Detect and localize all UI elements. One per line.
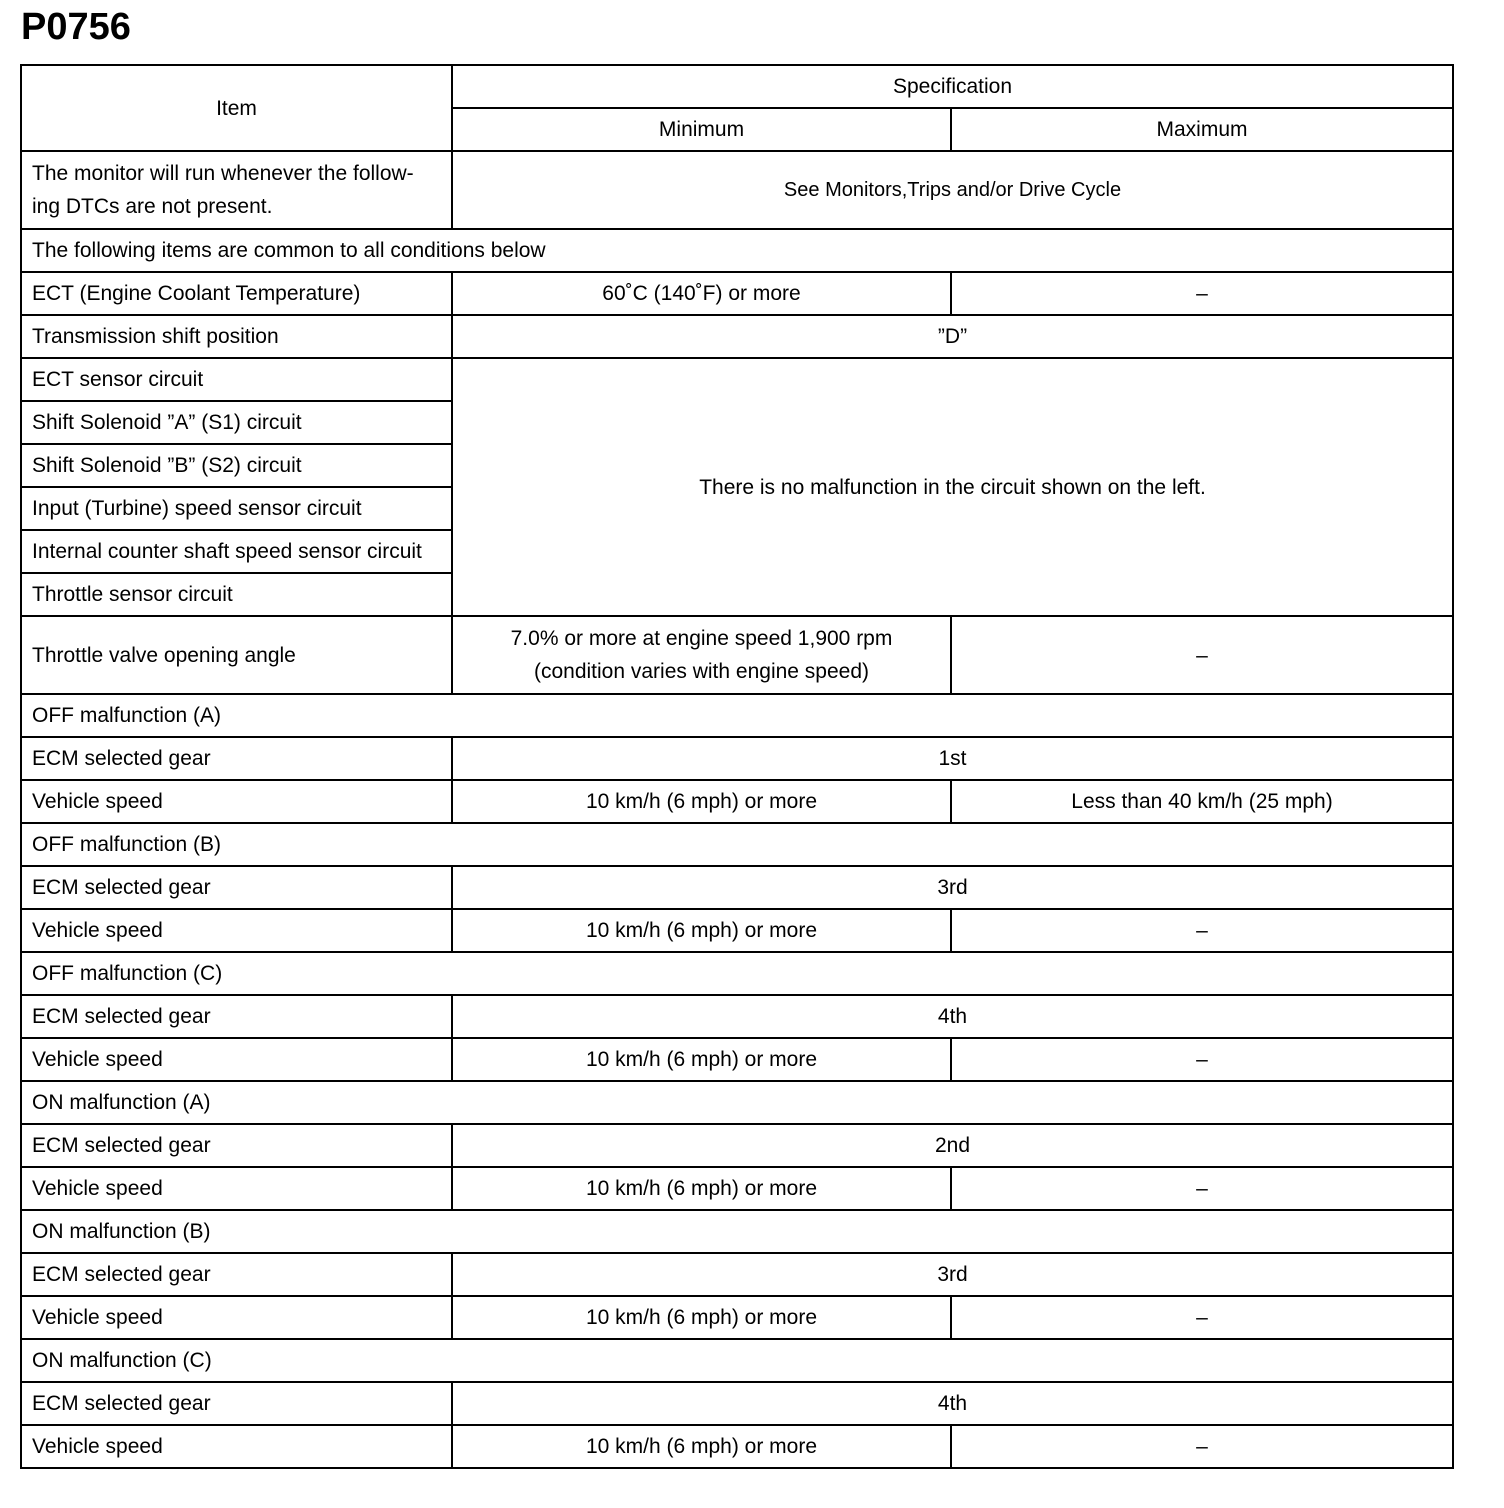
- gear-value: 3rd: [452, 1253, 1453, 1296]
- speed-min: 10 km/h (6 mph) or more: [452, 780, 951, 823]
- common-heading: The following items are common to all conditions below: [21, 229, 1453, 272]
- gear-row: [21, 866, 1453, 909]
- gear-row: [21, 1382, 1453, 1425]
- shift-row: [21, 315, 1453, 358]
- header-item: Item: [21, 65, 452, 151]
- monitor-item: The monitor will run whenever the follow-ing DTCs are not present.: [21, 151, 452, 229]
- ect-item: ECT (Engine Coolant Temperature): [21, 272, 452, 315]
- speed-max: –: [951, 1425, 1453, 1468]
- speed-max: –: [951, 1296, 1453, 1339]
- speed-min: 10 km/h (6 mph) or more: [452, 1167, 951, 1210]
- section-heading-row: [21, 1339, 1453, 1382]
- section-heading: ON malfunction (C): [21, 1339, 1453, 1382]
- header-maximum: Maximum: [951, 108, 1453, 151]
- gear-row: [21, 1253, 1453, 1296]
- speed-max: Less than 40 km/h (25 mph): [951, 780, 1453, 823]
- monitor-row: [21, 151, 1453, 229]
- page-title: P0756: [21, 6, 131, 48]
- gear-row: [21, 1124, 1453, 1167]
- throttle-min-line1: 7.0% or more at engine speed 1,900 rpm: [510, 627, 893, 650]
- gear-item: ECM selected gear: [21, 1382, 452, 1425]
- gear-item: ECM selected gear: [21, 995, 452, 1038]
- speed-item: Vehicle speed: [21, 1167, 452, 1210]
- speed-item: Vehicle speed: [21, 1038, 452, 1081]
- circuit-item: Throttle sensor circuit: [21, 573, 452, 616]
- speed-max: –: [951, 1038, 1453, 1081]
- circuit-item: Shift Solenoid ”B” (S2) circuit: [21, 444, 452, 487]
- speed-row: [21, 780, 1453, 823]
- gear-value: 4th: [452, 995, 1453, 1038]
- speed-min: 10 km/h (6 mph) or more: [452, 909, 951, 952]
- circuit-item: Shift Solenoid ”A” (S1) circuit: [21, 401, 452, 444]
- throttle-min-line2: (condition varies with engine speed): [533, 660, 870, 683]
- speed-min: 10 km/h (6 mph) or more: [452, 1296, 951, 1339]
- speed-item: Vehicle speed: [21, 1425, 452, 1468]
- circuit-row: [21, 358, 1453, 401]
- gear-item: ECM selected gear: [21, 1124, 452, 1167]
- section-heading-row: [21, 823, 1453, 866]
- speed-item: Vehicle speed: [21, 1296, 452, 1339]
- circuit-item: Input (Turbine) speed sensor circuit: [21, 487, 452, 530]
- header-specification: Specification: [452, 65, 1453, 108]
- section-heading-row: [21, 952, 1453, 995]
- speed-item: Vehicle speed: [21, 909, 452, 952]
- gear-row: [21, 995, 1453, 1038]
- circuit-item: Internal counter shaft speed sensor circuit: [21, 530, 452, 573]
- section-heading: ON malfunction (A): [21, 1081, 1453, 1124]
- speed-min: 10 km/h (6 mph) or more: [452, 1425, 951, 1468]
- header-minimum: Minimum: [452, 108, 951, 151]
- throttle-row: [21, 616, 1453, 694]
- ect-row: [21, 272, 1453, 315]
- gear-row: [21, 737, 1453, 780]
- speed-max: –: [951, 1167, 1453, 1210]
- section-heading: ON malfunction (B): [21, 1210, 1453, 1253]
- throttle-item: Throttle valve opening angle: [21, 616, 452, 694]
- speed-row: [21, 1425, 1453, 1468]
- speed-row: [21, 1167, 1453, 1210]
- ect-min: 60˚C (140˚F) or more: [452, 272, 951, 315]
- section-heading: OFF malfunction (A): [21, 694, 1453, 737]
- gear-item: ECM selected gear: [21, 737, 452, 780]
- shift-item: Transmission shift position: [21, 315, 452, 358]
- speed-row: [21, 909, 1453, 952]
- gear-value: 3rd: [452, 866, 1453, 909]
- speed-min: 10 km/h (6 mph) or more: [452, 1038, 951, 1081]
- section-heading-row: [21, 1210, 1453, 1253]
- shift-spec: ”D”: [452, 315, 1453, 358]
- circuits-spec: There is no malfunction in the circuit shown on the left.: [452, 358, 1453, 616]
- ect-max: –: [951, 272, 1453, 315]
- header-row-1: [21, 65, 1453, 108]
- spec-table: [20, 64, 1454, 1469]
- section-heading-row: [21, 1081, 1453, 1124]
- throttle-max: –: [951, 616, 1453, 694]
- speed-max: –: [951, 909, 1453, 952]
- gear-value: 2nd: [452, 1124, 1453, 1167]
- section-heading: OFF malfunction (B): [21, 823, 1453, 866]
- speed-row: [21, 1038, 1453, 1081]
- monitor-spec: See Monitors,Trips and/or Drive Cycle: [452, 151, 1453, 229]
- common-heading-row: [21, 229, 1453, 272]
- circuit-item: ECT sensor circuit: [21, 358, 452, 401]
- throttle-min: [452, 616, 951, 694]
- gear-item: ECM selected gear: [21, 1253, 452, 1296]
- gear-item: ECM selected gear: [21, 866, 452, 909]
- speed-item: Vehicle speed: [21, 780, 452, 823]
- gear-value: 4th: [452, 1382, 1453, 1425]
- speed-row: [21, 1296, 1453, 1339]
- gear-value: 1st: [452, 737, 1453, 780]
- section-heading-row: [21, 694, 1453, 737]
- section-heading: OFF malfunction (C): [21, 952, 1453, 995]
